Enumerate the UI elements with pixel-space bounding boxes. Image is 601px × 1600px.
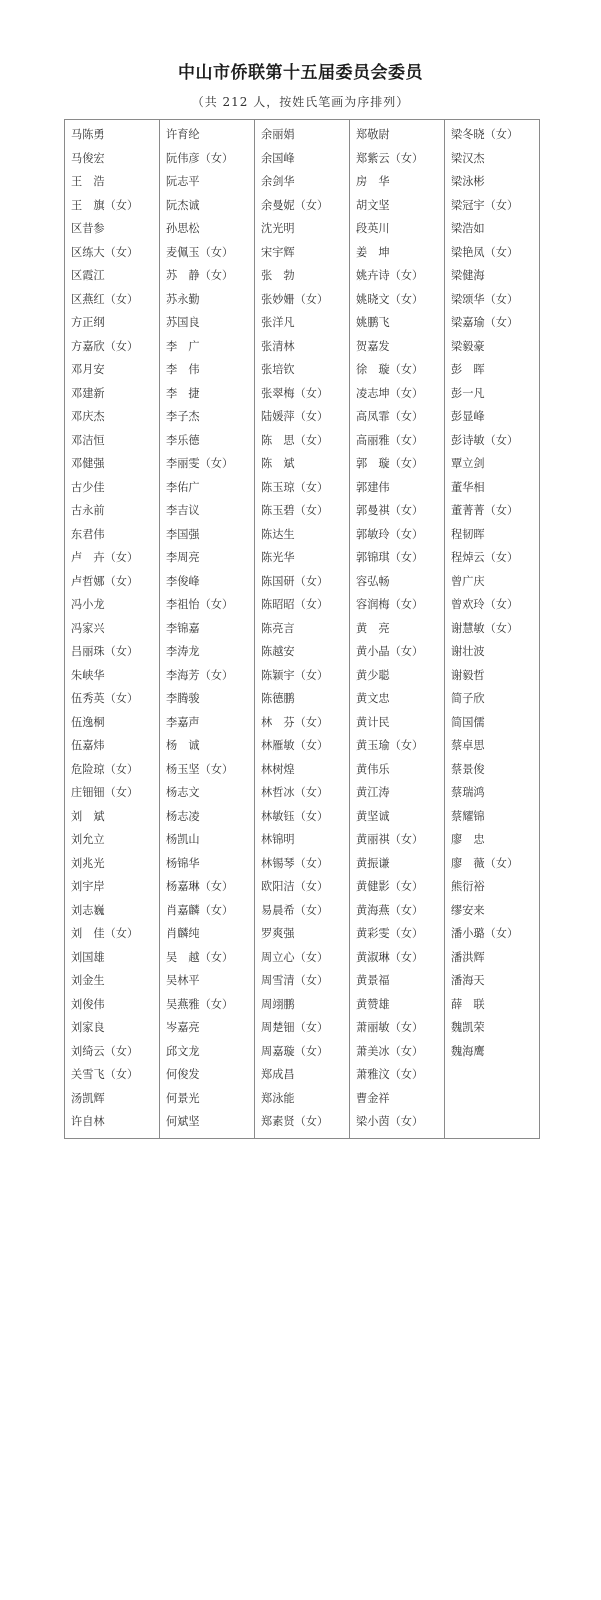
member-name: 刘俊伟 — [71, 997, 105, 1011]
member-name: 廖 忠 — [451, 833, 485, 846]
member-name: 郑成昌 — [261, 1068, 295, 1081]
member-name: 吕丽珠（女） — [71, 645, 139, 658]
member-name: 杨嘉琳（女） — [166, 880, 234, 893]
member-name: 梁毅豪 — [451, 339, 485, 353]
member-name: 黄玉瑜（女） — [356, 739, 424, 752]
member-name: 伍秀英（女） — [71, 692, 139, 705]
member-name: 区练大（女） — [71, 245, 139, 259]
member-name: 吴燕雅（女） — [166, 997, 234, 1011]
member-name: 方正纲 — [71, 316, 105, 329]
member-name: 刘 佳（女） — [71, 927, 139, 940]
member-name: 魏海鹰 — [451, 1044, 485, 1058]
member-name: 余曼妮（女） — [261, 198, 329, 212]
member-name: 古永前 — [71, 504, 105, 517]
member-name: 卢哲娜（女） — [71, 574, 139, 588]
member-name: 郭锦琪（女） — [356, 551, 424, 564]
member-name: 陆媛萍（女） — [261, 410, 329, 423]
member-name: 黄淑琳（女） — [356, 950, 424, 964]
member-name: 谢壮波 — [451, 645, 485, 658]
member-name: 刘家良 — [71, 1021, 105, 1034]
member-name: 郭建伟 — [356, 480, 390, 494]
member-name: 阮志平 — [166, 175, 200, 188]
member-name: 卢 卉（女） — [71, 551, 139, 564]
member-name: 李吉议 — [166, 504, 200, 517]
member-name: 邓洁恒 — [71, 433, 105, 447]
member-name: 张清林 — [261, 339, 295, 353]
member-name: 郭曼祺（女） — [356, 504, 424, 517]
member-name: 缪安来 — [451, 903, 485, 917]
member-name: 李锦嘉 — [166, 621, 200, 635]
member-name: 易晨希（女） — [261, 903, 329, 917]
member-name: 区昔参 — [71, 222, 105, 235]
member-name: 王 浩 — [71, 175, 105, 188]
member-name: 陈颖宇（女） — [261, 668, 329, 682]
member-name: 杨凯山 — [166, 833, 200, 846]
member-name: 容润梅（女） — [356, 598, 424, 611]
member-name: 曾欢玲（女） — [451, 598, 519, 611]
member-name: 姚卉诗（女） — [356, 269, 424, 282]
member-name: 孙思松 — [166, 222, 200, 235]
member-name: 杨锦华 — [166, 856, 200, 870]
member-name: 梁泳彬 — [451, 175, 485, 188]
member-name: 贺嘉发 — [356, 339, 390, 353]
member-name: 宋宇辉 — [261, 245, 295, 259]
member-name: 王 旗（女） — [71, 198, 139, 212]
member-name: 周嘉璇（女） — [261, 1044, 329, 1058]
member-name: 陈昭昭（女） — [261, 598, 329, 611]
member-name: 简子欣 — [451, 692, 485, 705]
member-name: 马陈勇 — [71, 128, 105, 141]
member-name: 梁汉杰 — [451, 151, 485, 165]
member-name: 李国强 — [166, 527, 200, 541]
member-name: 陈亮言 — [261, 621, 295, 635]
member-name: 欧阳洁（女） — [261, 880, 329, 893]
member-name: 蔡耀锦 — [451, 809, 485, 823]
member-name: 冯家兴 — [71, 621, 105, 635]
member-name: 张翠梅（女） — [261, 386, 329, 400]
member-name: 熊衍裕 — [451, 880, 485, 893]
member-name: 高凤霏（女） — [356, 410, 424, 423]
member-name: 林锦明 — [261, 833, 295, 846]
member-name: 邱文龙 — [166, 1044, 200, 1058]
member-name: 伍逸桐 — [71, 715, 105, 729]
member-name: 肖嘉麟（女） — [166, 903, 234, 917]
member-name: 黄伟乐 — [356, 762, 390, 776]
member-name: 杨 诚 — [166, 739, 200, 752]
member-name: 郑敬尉 — [356, 128, 390, 141]
roster-column — [65, 120, 160, 1138]
member-name: 徐 璇（女） — [356, 363, 424, 376]
member-name: 高丽雅（女） — [356, 433, 424, 447]
member-name: 蔡瑞鸿 — [451, 786, 485, 799]
member-name: 姜 坤 — [356, 245, 390, 259]
member-name: 朱峡华 — [71, 668, 105, 682]
member-name: 潘海天 — [451, 974, 485, 987]
member-name: 廖 薇（女） — [451, 856, 519, 870]
member-name: 余剑华 — [261, 175, 295, 188]
member-name: 邓健强 — [71, 457, 105, 470]
member-name: 罗爽强 — [261, 927, 295, 940]
page-title: 中山市侨联第十五届委员会委员 — [178, 63, 423, 83]
member-name: 邓建新 — [71, 386, 105, 400]
member-name: 黄计民 — [356, 715, 390, 729]
member-name: 余丽娟 — [261, 128, 295, 141]
member-name: 刘 斌 — [71, 809, 105, 823]
member-name: 肖麟纯 — [166, 927, 200, 940]
member-name: 林哲冰（女） — [261, 786, 329, 799]
roster-column — [350, 120, 445, 1138]
member-name: 关雪飞（女） — [71, 1068, 139, 1081]
member-name: 黄振谦 — [356, 856, 390, 870]
member-name: 董华相 — [451, 480, 485, 494]
member-name: 刘兆光 — [71, 856, 105, 870]
member-roster-table — [64, 119, 540, 1139]
member-name: 陈达生 — [261, 527, 295, 541]
roster-column — [255, 120, 350, 1138]
member-name: 苏永勤 — [166, 292, 200, 306]
member-name: 曾广庆 — [451, 574, 485, 588]
member-name: 杨志凌 — [166, 809, 200, 823]
member-name: 陈玉碧（女） — [261, 504, 329, 517]
member-name: 董菁菁（女） — [451, 504, 519, 517]
page-subtitle: （共 212 人，按姓氏笔画为序排列） — [191, 95, 410, 109]
member-name: 谢慧敏（女） — [451, 621, 519, 635]
member-name: 蔡卓思 — [451, 739, 485, 752]
member-name: 程焯云（女） — [451, 551, 519, 564]
member-name: 房 华 — [356, 175, 390, 188]
member-name: 李 伟 — [166, 363, 200, 376]
member-name: 刘国雄 — [71, 950, 105, 964]
member-name: 吴 越（女） — [166, 950, 234, 964]
member-name: 东君伟 — [71, 527, 105, 541]
member-name: 冯小龙 — [71, 598, 105, 611]
member-name: 邓庆杰 — [71, 410, 105, 423]
member-name: 彭诗敏（女） — [451, 433, 519, 447]
member-name: 许自林 — [71, 1115, 105, 1128]
member-name: 陈玉琼（女） — [261, 480, 329, 494]
member-name: 曹金祥 — [356, 1091, 390, 1105]
member-name: 李丽雯（女） — [166, 457, 234, 470]
member-name: 林树煌 — [261, 762, 295, 776]
member-name: 刘宇岸 — [71, 880, 105, 893]
member-name: 黄彩雯（女） — [356, 927, 424, 940]
member-name: 伍嘉炜 — [71, 739, 105, 752]
member-name: 李祖怡（女） — [166, 598, 234, 611]
member-name: 郭敏玲（女） — [356, 527, 424, 541]
member-name: 陈德鹏 — [261, 692, 295, 705]
member-name: 古少佳 — [71, 480, 105, 494]
member-name: 潘洪辉 — [451, 950, 485, 964]
member-name: 刘志巍 — [71, 903, 105, 917]
member-name: 郭 璇（女） — [356, 457, 424, 470]
member-name: 区燕红（女） — [71, 292, 139, 306]
member-name: 萧美冰（女） — [356, 1044, 424, 1058]
member-name: 许育纶 — [166, 128, 200, 141]
member-name: 岑嘉亮 — [166, 1021, 200, 1034]
member-name: 郑素贤（女） — [261, 1115, 329, 1128]
member-name: 李俊峰 — [166, 574, 200, 588]
member-name: 梁冠宇（女） — [451, 198, 519, 212]
member-name: 梁健海 — [451, 269, 485, 282]
member-name: 覃立剑 — [451, 457, 485, 470]
member-name: 区霞江 — [71, 269, 105, 282]
member-name: 方嘉欣（女） — [71, 339, 139, 353]
member-name: 黄赞雄 — [356, 997, 390, 1011]
member-name: 张培钦 — [261, 363, 295, 376]
member-name: 陈 思（女） — [261, 433, 329, 447]
member-name: 黄健影（女） — [356, 880, 424, 893]
member-name: 胡文坚 — [356, 198, 390, 212]
member-name: 周楚钿（女） — [261, 1021, 329, 1034]
member-name: 苏国良 — [166, 316, 200, 329]
member-name: 潘小璐（女） — [451, 927, 519, 940]
member-name: 林锡琴（女） — [261, 856, 329, 870]
member-name: 薛 联 — [451, 997, 485, 1011]
member-name: 杨玉坚（女） — [166, 762, 234, 776]
member-name: 梁小茵（女） — [356, 1115, 424, 1128]
member-name: 何景光 — [166, 1091, 200, 1105]
member-name: 张 勃 — [261, 269, 295, 282]
member-name: 陈光华 — [261, 551, 295, 564]
member-name: 黄小晶（女） — [356, 645, 424, 658]
member-name: 麦佩玉（女） — [166, 245, 234, 259]
member-name: 何俊发 — [166, 1068, 200, 1081]
member-name: 彭一凡 — [451, 386, 485, 400]
member-name: 郑紫云（女） — [356, 151, 424, 165]
member-name: 李周亮 — [166, 551, 200, 564]
member-name: 黄江涛 — [356, 786, 390, 799]
member-name: 陈 斌 — [261, 457, 295, 470]
member-name: 梁嘉瑜（女） — [451, 316, 519, 329]
member-name: 黄丽祺（女） — [356, 833, 424, 846]
member-name: 彭显峰 — [451, 410, 485, 423]
member-name: 彭 晖 — [451, 363, 485, 376]
member-name: 李嘉声 — [166, 715, 200, 729]
member-name: 黄景福 — [356, 974, 390, 987]
member-name: 阮伟彦（女） — [166, 151, 234, 165]
member-name: 马俊宏 — [71, 151, 105, 165]
member-name: 林雁敏（女） — [261, 739, 329, 752]
member-name: 简国儒 — [451, 715, 485, 729]
member-name: 邓月安 — [71, 363, 105, 376]
member-name: 陈越安 — [261, 645, 295, 658]
member-name: 周雪清（女） — [261, 974, 329, 987]
member-name: 刘绮云（女） — [71, 1044, 139, 1058]
member-name: 魏凯荣 — [451, 1021, 485, 1034]
member-name: 汤凯辉 — [71, 1091, 105, 1105]
member-name: 周立心（女） — [261, 950, 329, 964]
member-name: 梁冬晓（女） — [451, 128, 519, 141]
member-name: 黄文忠 — [356, 692, 390, 705]
member-name: 黄坚诚 — [356, 809, 390, 823]
member-name: 沈光明 — [261, 222, 295, 235]
member-name: 林敏钰（女） — [261, 809, 329, 823]
member-name: 刘允立 — [71, 833, 105, 846]
member-name: 李海芳（女） — [166, 668, 234, 682]
member-name: 段英川 — [356, 222, 390, 235]
member-name: 姚晓文（女） — [356, 292, 424, 306]
member-name: 萧雅汶（女） — [356, 1068, 424, 1081]
member-name: 杨志文 — [166, 786, 200, 799]
member-name: 萧丽敏（女） — [356, 1021, 424, 1034]
member-name: 凌志坤（女） — [356, 386, 424, 400]
member-name: 黄海燕（女） — [356, 903, 424, 917]
member-name: 谢毅哲 — [451, 668, 485, 682]
member-name: 李 广 — [166, 339, 200, 353]
member-name: 李 捷 — [166, 386, 200, 400]
member-name: 姚鹏飞 — [356, 316, 390, 329]
member-name: 庄钿钿（女） — [71, 786, 139, 799]
member-name: 阮杰诚 — [166, 198, 200, 212]
member-name: 梁艳凤（女） — [451, 245, 519, 259]
member-name: 容弘畅 — [356, 574, 390, 588]
member-name: 郑泳能 — [261, 1091, 295, 1105]
member-name: 余国峰 — [261, 151, 295, 165]
member-name: 吴林平 — [166, 974, 200, 987]
member-name: 张妙姗（女） — [261, 292, 329, 306]
member-name: 张洋凡 — [261, 316, 295, 329]
member-name: 何斌坚 — [166, 1115, 200, 1128]
member-name: 梁颂华（女） — [451, 292, 519, 306]
roster-column — [445, 120, 539, 1138]
member-name: 蔡景俊 — [451, 762, 485, 776]
member-name: 黄 亮 — [356, 621, 390, 635]
member-name: 梁浩如 — [451, 222, 485, 235]
member-name: 林 芬（女） — [261, 715, 329, 729]
roster-column — [160, 120, 255, 1138]
member-name: 李子杰 — [166, 410, 200, 423]
member-name: 刘金生 — [71, 974, 105, 987]
member-name: 李涛龙 — [166, 645, 200, 658]
member-name: 陈国研（女） — [261, 574, 329, 588]
member-name: 李乐德 — [166, 433, 200, 447]
member-name: 黄少聪 — [356, 668, 390, 682]
member-name: 李佑广 — [166, 480, 200, 494]
member-name: 苏 静（女） — [166, 269, 234, 282]
member-name: 李腾骏 — [166, 692, 200, 705]
member-name: 周翊鹏 — [261, 997, 295, 1011]
member-name: 危险琼（女） — [71, 762, 139, 776]
member-name: 程韧晖 — [451, 527, 485, 541]
